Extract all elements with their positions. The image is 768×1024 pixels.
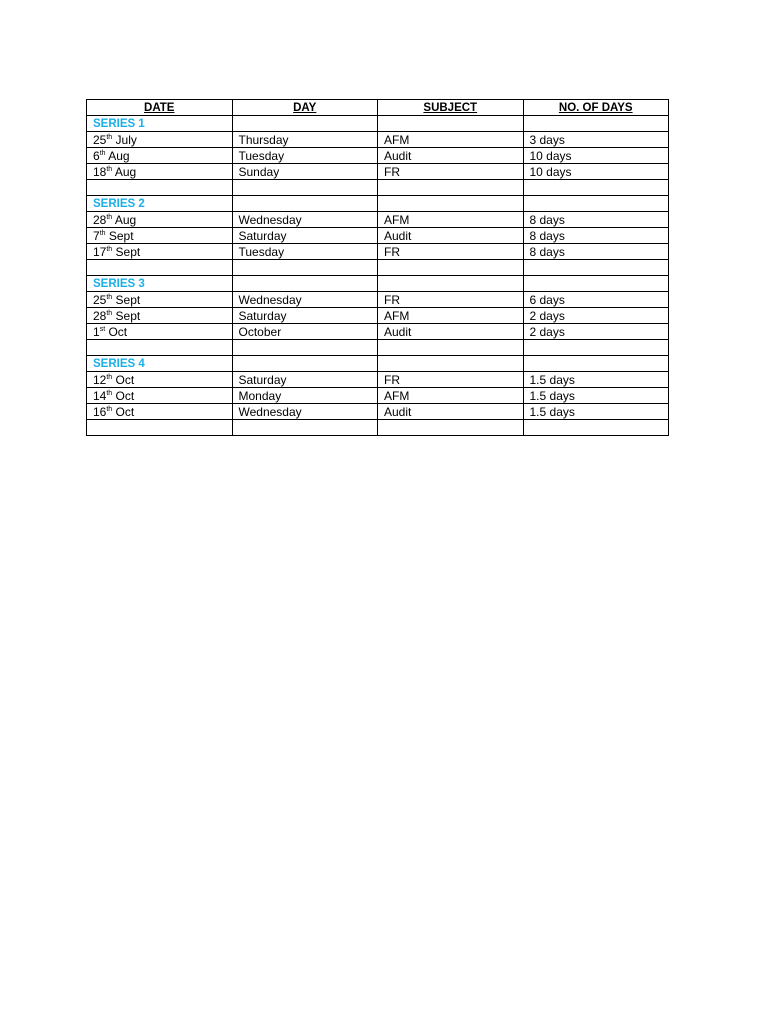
series-label: SERIES 2 [87, 196, 233, 212]
days-cell: 3 days [523, 132, 669, 148]
table-row [87, 292, 669, 308]
empty-row [87, 180, 669, 196]
table-row [87, 372, 669, 388]
header-date: DATE [87, 100, 233, 116]
table-row [87, 244, 669, 260]
day-cell: Tuesday [232, 244, 378, 260]
table-row [87, 228, 669, 244]
header-subject: SUBJECT [378, 100, 524, 116]
days-cell: 1.5 days [523, 404, 669, 420]
days-cell: 2 days [523, 324, 669, 340]
table-row [87, 324, 669, 340]
empty-row [87, 340, 669, 356]
day-cell: Wednesday [232, 404, 378, 420]
date-cell: 18th Aug [87, 164, 233, 180]
day-cell: Thursday [232, 132, 378, 148]
days-cell: 8 days [523, 212, 669, 228]
header-row [87, 100, 669, 116]
subject-cell: AFM [378, 308, 524, 324]
day-cell: Wednesday [232, 292, 378, 308]
subject-cell: Audit [378, 148, 524, 164]
empty-row [87, 260, 669, 276]
subject-cell: AFM [378, 132, 524, 148]
table-row [87, 164, 669, 180]
series-row [87, 196, 669, 212]
series-label: SERIES 4 [87, 356, 233, 372]
days-cell: 8 days [523, 244, 669, 260]
day-cell: Saturday [232, 308, 378, 324]
days-cell: 1.5 days [523, 388, 669, 404]
date-cell: 17th Sept [87, 244, 233, 260]
series-row [87, 116, 669, 132]
days-cell: 8 days [523, 228, 669, 244]
exam-schedule-table [86, 99, 669, 436]
date-cell: 7th Sept [87, 228, 233, 244]
table-row [87, 388, 669, 404]
table-row [87, 148, 669, 164]
date-cell: 16th Oct [87, 404, 233, 420]
subject-cell: Audit [378, 228, 524, 244]
table-row [87, 212, 669, 228]
days-cell: 1.5 days [523, 372, 669, 388]
table-row [87, 404, 669, 420]
date-cell: 28th Aug [87, 212, 233, 228]
days-cell: 6 days [523, 292, 669, 308]
table-row [87, 132, 669, 148]
day-cell: Wednesday [232, 212, 378, 228]
day-cell: October [232, 324, 378, 340]
date-cell: 14th Oct [87, 388, 233, 404]
day-cell: Saturday [232, 228, 378, 244]
series-row [87, 356, 669, 372]
subject-cell: AFM [378, 212, 524, 228]
date-cell: 6th Aug [87, 148, 233, 164]
empty-row [87, 420, 669, 436]
days-cell: 10 days [523, 164, 669, 180]
subject-cell: FR [378, 164, 524, 180]
days-cell: 10 days [523, 148, 669, 164]
series-row [87, 276, 669, 292]
days-cell: 2 days [523, 308, 669, 324]
date-cell: 25th July [87, 132, 233, 148]
table-row [87, 308, 669, 324]
subject-cell: FR [378, 372, 524, 388]
date-cell: 1st Oct [87, 324, 233, 340]
header-day: DAY [232, 100, 378, 116]
series-label: SERIES 1 [87, 116, 233, 132]
subject-cell: Audit [378, 404, 524, 420]
date-cell: 12th Oct [87, 372, 233, 388]
header-no-of-days: NO. OF DAYS [523, 100, 669, 116]
subject-cell: AFM [378, 388, 524, 404]
day-cell: Tuesday [232, 148, 378, 164]
day-cell: Saturday [232, 372, 378, 388]
subject-cell: FR [378, 244, 524, 260]
day-cell: Sunday [232, 164, 378, 180]
series-label: SERIES 3 [87, 276, 233, 292]
date-cell: 28th Sept [87, 308, 233, 324]
subject-cell: Audit [378, 324, 524, 340]
subject-cell: FR [378, 292, 524, 308]
date-cell: 25th Sept [87, 292, 233, 308]
day-cell: Monday [232, 388, 378, 404]
